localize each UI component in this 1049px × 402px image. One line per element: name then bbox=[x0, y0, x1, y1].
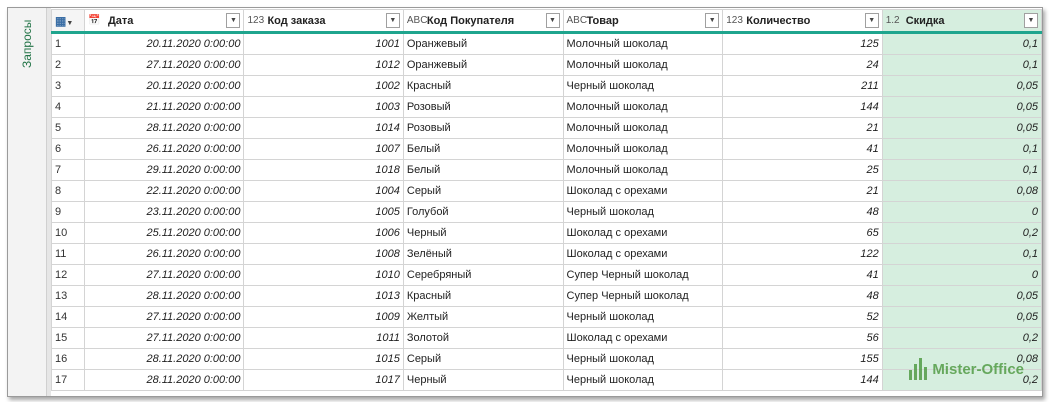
cell-order-id[interactable]: 1018 bbox=[244, 160, 403, 181]
cell-discount[interactable]: 0 bbox=[882, 265, 1041, 286]
whole-number-type-icon[interactable]: 123 bbox=[726, 15, 743, 26]
cell-date[interactable]: 26.11.2020 0:00:00 bbox=[84, 139, 244, 160]
row-number[interactable]: 8 bbox=[52, 181, 85, 202]
text-type-icon[interactable]: ABC bbox=[566, 15, 588, 26]
cell-product[interactable]: Черный шоколад bbox=[563, 202, 723, 223]
cell-product[interactable]: Черный шоколад bbox=[563, 307, 723, 328]
column-header-label: Товар bbox=[586, 14, 619, 27]
power-query-window bbox=[7, 7, 1043, 397]
row-number[interactable]: 11 bbox=[52, 244, 85, 265]
cell-order-id[interactable]: 1014 bbox=[244, 118, 403, 139]
decimal-type-icon[interactable]: 1.2 bbox=[885, 15, 900, 26]
filter-dropdown-button[interactable]: ▼ bbox=[1024, 13, 1038, 28]
table-row[interactable] bbox=[52, 160, 1042, 181]
cell-quantity[interactable]: 122 bbox=[723, 244, 882, 265]
cell-customer-id[interactable]: Серебряный bbox=[403, 265, 563, 286]
row-number[interactable]: 3 bbox=[52, 76, 85, 97]
cell-date[interactable]: 28.11.2020 0:00:00 bbox=[84, 349, 244, 370]
table-row[interactable] bbox=[52, 349, 1042, 370]
cell-quantity[interactable]: 24 bbox=[723, 55, 882, 76]
cell-quantity[interactable]: 21 bbox=[723, 181, 882, 202]
cell-quantity[interactable]: 56 bbox=[723, 328, 882, 349]
cell-order-id[interactable]: 1005 bbox=[244, 202, 403, 223]
cell-customer-id[interactable]: Серый bbox=[403, 349, 563, 370]
cell-customer-id[interactable]: Белый bbox=[403, 160, 563, 181]
cell-order-id[interactable]: 1017 bbox=[244, 370, 403, 391]
table-row[interactable] bbox=[52, 286, 1042, 307]
cell-date[interactable]: 27.11.2020 0:00:00 bbox=[84, 265, 244, 286]
cell-date[interactable]: 28.11.2020 0:00:00 bbox=[84, 286, 244, 307]
row-number[interactable]: 9 bbox=[52, 202, 85, 223]
data-grid bbox=[51, 9, 1042, 391]
row-number[interactable]: 12 bbox=[52, 265, 85, 286]
cell-order-id[interactable]: 1008 bbox=[244, 244, 403, 265]
cell-discount[interactable]: 0,2 bbox=[882, 370, 1041, 391]
cell-product[interactable]: Шоколад с орехами bbox=[563, 328, 723, 349]
cell-quantity[interactable]: 144 bbox=[723, 97, 882, 118]
cell-quantity[interactable]: 125 bbox=[723, 33, 882, 55]
cell-discount[interactable]: 0,1 bbox=[882, 160, 1041, 181]
cell-product[interactable]: Шоколад с орехами bbox=[563, 181, 723, 202]
cell-discount[interactable]: 0,05 bbox=[882, 76, 1041, 97]
bar-chart-icon bbox=[909, 358, 927, 380]
cell-discount[interactable]: 0,1 bbox=[882, 244, 1041, 265]
table-row[interactable] bbox=[52, 181, 1042, 202]
cell-customer-id[interactable]: Желтый bbox=[403, 307, 563, 328]
filter-dropdown-button[interactable]: ▼ bbox=[546, 13, 560, 28]
cell-product[interactable]: Молочный шоколад bbox=[563, 55, 723, 76]
table-row[interactable] bbox=[52, 223, 1042, 244]
cell-date[interactable]: 20.11.2020 0:00:00 bbox=[84, 76, 244, 97]
cell-order-id[interactable]: 1002 bbox=[244, 76, 403, 97]
cell-order-id[interactable]: 1010 bbox=[244, 265, 403, 286]
cell-discount[interactable]: 0,2 bbox=[882, 328, 1041, 349]
row-number[interactable]: 7 bbox=[52, 160, 85, 181]
cell-date[interactable]: 27.11.2020 0:00:00 bbox=[84, 307, 244, 328]
cell-discount[interactable]: 0,1 bbox=[882, 55, 1041, 76]
cell-quantity[interactable]: 144 bbox=[723, 370, 882, 391]
cell-customer-id[interactable]: Красный bbox=[403, 286, 563, 307]
cell-product[interactable]: Молочный шоколад bbox=[563, 160, 723, 181]
table-row[interactable] bbox=[52, 76, 1042, 97]
column-header-date[interactable] bbox=[84, 10, 244, 33]
cell-discount[interactable]: 0,08 bbox=[882, 349, 1041, 370]
header-row bbox=[52, 10, 1042, 33]
queries-pane-label[interactable]: Запросы bbox=[20, 19, 34, 68]
cell-date[interactable]: 29.11.2020 0:00:00 bbox=[84, 160, 244, 181]
cell-customer-id[interactable]: Черный bbox=[403, 370, 563, 391]
table-row[interactable] bbox=[52, 118, 1042, 139]
table-row[interactable] bbox=[52, 307, 1042, 328]
row-number[interactable]: 16 bbox=[52, 349, 85, 370]
table-row[interactable] bbox=[52, 33, 1042, 55]
cell-order-id[interactable]: 1006 bbox=[244, 223, 403, 244]
filter-dropdown-button[interactable]: ▼ bbox=[865, 13, 879, 28]
row-number[interactable]: 1 bbox=[52, 33, 85, 55]
cell-customer-id[interactable]: Черный bbox=[403, 223, 563, 244]
cell-discount[interactable]: 0,05 bbox=[882, 286, 1041, 307]
cell-customer-id[interactable]: Белый bbox=[403, 139, 563, 160]
cell-date[interactable]: 26.11.2020 0:00:00 bbox=[84, 244, 244, 265]
cell-quantity[interactable]: 41 bbox=[723, 265, 882, 286]
cell-product[interactable]: Шоколад с орехами bbox=[563, 223, 723, 244]
cell-product[interactable]: Супер Черный шоколад bbox=[563, 265, 723, 286]
cell-date[interactable]: 20.11.2020 0:00:00 bbox=[84, 33, 244, 55]
cell-product[interactable]: Шоколад с орехами bbox=[563, 244, 723, 265]
table-menu-button[interactable] bbox=[52, 10, 85, 33]
cell-product[interactable]: Черный шоколад bbox=[563, 370, 723, 391]
filter-dropdown-button[interactable]: ▼ bbox=[705, 13, 719, 28]
row-number[interactable]: 10 bbox=[52, 223, 85, 244]
cell-discount[interactable]: 0,2 bbox=[882, 223, 1041, 244]
table-row[interactable] bbox=[52, 55, 1042, 76]
cell-quantity[interactable]: 65 bbox=[723, 223, 882, 244]
cell-order-id[interactable]: 1003 bbox=[244, 97, 403, 118]
cell-discount[interactable]: 0,08 bbox=[882, 181, 1041, 202]
column-header-label: Код Покупателя bbox=[426, 14, 515, 27]
cell-product[interactable]: Черный шоколад bbox=[563, 349, 723, 370]
cell-discount[interactable]: 0,05 bbox=[882, 97, 1041, 118]
cell-quantity[interactable]: 48 bbox=[723, 202, 882, 223]
cell-order-id[interactable]: 1004 bbox=[244, 181, 403, 202]
cell-quantity[interactable]: 155 bbox=[723, 349, 882, 370]
filter-dropdown-button[interactable]: ▼ bbox=[386, 13, 400, 28]
cell-customer-id[interactable]: Золотой bbox=[403, 328, 563, 349]
cell-order-id[interactable]: 1001 bbox=[244, 33, 403, 55]
grid-body bbox=[52, 33, 1042, 391]
cell-customer-id[interactable]: Зелёный bbox=[403, 244, 563, 265]
cell-order-id[interactable]: 1011 bbox=[244, 328, 403, 349]
cell-product[interactable]: Черный шоколад bbox=[563, 76, 723, 97]
cell-product[interactable]: Молочный шоколад bbox=[563, 33, 723, 55]
cell-date[interactable]: 27.11.2020 0:00:00 bbox=[84, 328, 244, 349]
table-row[interactable] bbox=[52, 328, 1042, 349]
cell-date[interactable]: 25.11.2020 0:00:00 bbox=[84, 223, 244, 244]
column-header-product[interactable] bbox=[563, 10, 723, 33]
table-row[interactable] bbox=[52, 265, 1042, 286]
cell-quantity[interactable]: 48 bbox=[723, 286, 882, 307]
cell-quantity[interactable]: 25 bbox=[723, 160, 882, 181]
column-header-label: Скидка bbox=[905, 14, 945, 27]
cell-date[interactable]: 28.11.2020 0:00:00 bbox=[84, 370, 244, 391]
column-header-order-id[interactable] bbox=[244, 10, 403, 33]
column-header-quantity[interactable] bbox=[723, 10, 882, 33]
table-row[interactable] bbox=[52, 97, 1042, 118]
cell-order-id[interactable]: 1007 bbox=[244, 139, 403, 160]
row-number[interactable]: 14 bbox=[52, 307, 85, 328]
text-type-icon[interactable]: ABC bbox=[406, 15, 428, 26]
watermark-text: Mister-Office bbox=[932, 360, 1024, 378]
queries-pane[interactable] bbox=[8, 8, 47, 396]
watermark-logo bbox=[909, 356, 1024, 382]
whole-number-type-icon[interactable]: 123 bbox=[247, 15, 265, 26]
column-header-label: Дата bbox=[107, 14, 134, 27]
table-row[interactable] bbox=[52, 370, 1042, 391]
cell-quantity[interactable]: 52 bbox=[723, 307, 882, 328]
cell-discount[interactable]: 0,05 bbox=[882, 118, 1041, 139]
cell-discount[interactable]: 0,05 bbox=[882, 307, 1041, 328]
cell-customer-id[interactable]: Красный bbox=[403, 76, 563, 97]
row-number[interactable]: 2 bbox=[52, 55, 85, 76]
cell-discount[interactable]: 0 bbox=[882, 202, 1041, 223]
column-header-customer-id[interactable] bbox=[403, 10, 563, 33]
cell-discount[interactable]: 0,1 bbox=[882, 33, 1041, 55]
cell-date[interactable]: 27.11.2020 0:00:00 bbox=[84, 55, 244, 76]
column-header-label: Количество bbox=[746, 14, 811, 27]
column-header-label: Код заказа bbox=[267, 14, 326, 27]
cell-customer-id[interactable]: Оранжевый bbox=[403, 33, 563, 55]
row-number[interactable]: 5 bbox=[52, 118, 85, 139]
cell-order-id[interactable]: 1015 bbox=[244, 349, 403, 370]
table-row[interactable] bbox=[52, 244, 1042, 265]
cell-date[interactable]: 28.11.2020 0:00:00 bbox=[84, 118, 244, 139]
cell-order-id[interactable]: 1012 bbox=[244, 55, 403, 76]
row-number[interactable]: 15 bbox=[52, 328, 85, 349]
datetime-type-icon[interactable]: 📅 bbox=[87, 15, 101, 26]
cell-product[interactable]: Молочный шоколад bbox=[563, 139, 723, 160]
cell-quantity[interactable]: 211 bbox=[723, 76, 882, 97]
cell-quantity[interactable]: 21 bbox=[723, 118, 882, 139]
cell-date[interactable]: 22.11.2020 0:00:00 bbox=[84, 181, 244, 202]
column-header-discount[interactable] bbox=[882, 10, 1041, 33]
row-number[interactable]: 6 bbox=[52, 139, 85, 160]
cell-date[interactable]: 23.11.2020 0:00:00 bbox=[84, 202, 244, 223]
cell-customer-id[interactable]: Розовый bbox=[403, 118, 563, 139]
chevron-down-icon: ▼ bbox=[66, 19, 74, 27]
cell-discount[interactable]: 0,1 bbox=[882, 139, 1041, 160]
cell-customer-id[interactable]: Голубой bbox=[403, 202, 563, 223]
cell-customer-id[interactable]: Оранжевый bbox=[403, 55, 563, 76]
cell-quantity[interactable]: 41 bbox=[723, 139, 882, 160]
table-row[interactable] bbox=[52, 202, 1042, 223]
cell-order-id[interactable]: 1013 bbox=[244, 286, 403, 307]
table-row[interactable] bbox=[52, 139, 1042, 160]
cell-customer-id[interactable]: Розовый bbox=[403, 97, 563, 118]
cell-order-id[interactable]: 1009 bbox=[244, 307, 403, 328]
cell-product[interactable]: Молочный шоколад bbox=[563, 97, 723, 118]
cell-product[interactable]: Молочный шоколад bbox=[563, 118, 723, 139]
table-icon: ▦ bbox=[55, 13, 67, 28]
cell-date[interactable]: 21.11.2020 0:00:00 bbox=[84, 97, 244, 118]
cell-product[interactable]: Супер Черный шоколад bbox=[563, 286, 723, 307]
row-number[interactable]: 13 bbox=[52, 286, 85, 307]
filter-dropdown-button[interactable]: ▼ bbox=[226, 13, 240, 28]
cell-customer-id[interactable]: Серый bbox=[403, 181, 563, 202]
row-number[interactable]: 4 bbox=[52, 97, 85, 118]
row-number[interactable]: 17 bbox=[52, 370, 85, 391]
